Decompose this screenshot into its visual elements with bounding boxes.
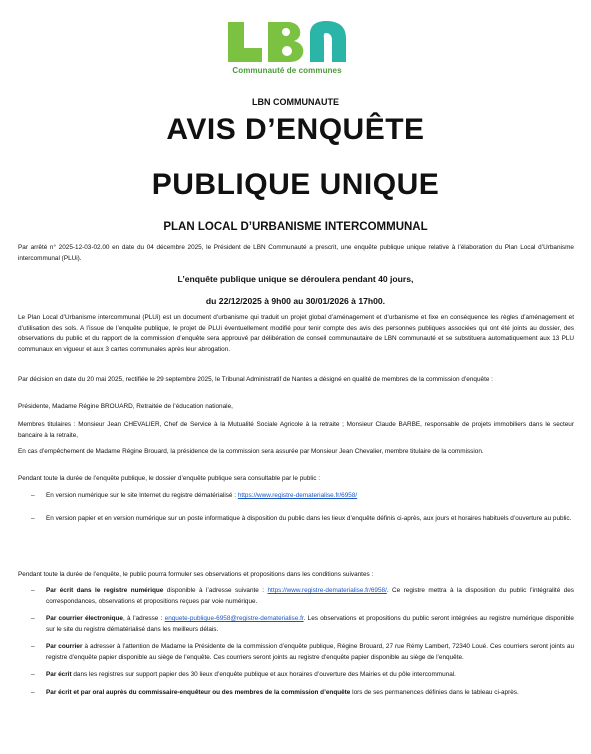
document-subtitle: PLAN LOCAL D’URBANISME INTERCOMMUNAL xyxy=(163,221,428,233)
page-title-line-2: PUBLIQUE UNIQUE xyxy=(151,168,440,201)
dash-bullet: – xyxy=(31,492,35,499)
paper-bold: Par écrit xyxy=(46,671,72,678)
lbn-logo-mark xyxy=(222,18,352,66)
register-bold: Par écrit dans le registre numérique xyxy=(46,587,164,594)
duration-line-2: du 22/12/2025 à 9h00 au 30/01/2026 à 17h00. xyxy=(205,296,386,306)
list-item xyxy=(18,688,574,699)
paper-text: dans les registres sur support papier des 30 lieux d’enquête publique et aux horaires d’ouverture des Mairies et du pôle intercommunal. xyxy=(71,671,456,678)
email-after: . Les observations et propositions du public seront intégrées au registre numérique disponible sur le site du registre dématérialisé dans les meilleurs délais. xyxy=(46,615,574,633)
registry-link[interactable]: https://www.registre-dematerialise.fr/6958/ xyxy=(237,492,358,499)
list-item xyxy=(18,642,574,663)
list-item xyxy=(18,670,574,681)
mail-text: à adresser à l’attention de Madame la Présidente de la commission d’enquête publique, Régine Brouard, 27 rue Rémy Lambert, 72340 Loué. Ces courriers seront joints au registre d’enquête papier disponible au siège de l’enquête. Ces courriers seront joints au registre d’enquête papier disponible au siège de l’enquête. xyxy=(46,643,574,661)
members-line: Membres titulaires : Monsieur Jean CHEVALIER, Chef de Service à la Mutualité Sociale Agricole à la retraite ; Monsieur Claude BARBE, responsable de projets immobiliers dans le secteur bancaire à la retraite, xyxy=(18,421,574,439)
email-link[interactable]: enquete-publique-6958@registre-dematerialise.fr xyxy=(164,615,304,622)
email-bold: Par courrier électronique xyxy=(46,615,123,622)
oral-bold: Par écrit et par oral auprès du commissaire-enquêteur ou des membres de la commission d’enquête xyxy=(46,688,351,696)
dossier-list xyxy=(18,491,574,524)
list-item xyxy=(18,586,574,607)
intro-paragraph: Par arrêté n° 2025-12-03-02.00 en date du 04 décembre 2025, le Président de LBN Communauté a prescrit, une enquête publique unique relative à l’élaboration du Plan Local d’Urbanisme intercommunal (PLUi). xyxy=(18,244,574,262)
tribunal-paragraph: Par décision en date du 20 mai 2025, rectifiée le 29 septembre 2025, le Tribunal Administratif de Nantes a désigné en qualité de membres de la commission d’enquête : xyxy=(18,376,493,383)
register-after: . Ce registre mettra à la disposition du public l’intégralité des correspondances, observations et propositions reçues par voie numérique. xyxy=(46,587,574,605)
dash-bullet: – xyxy=(31,688,35,696)
organization-name: LBN COMMUNAUTE xyxy=(252,97,339,107)
list-item xyxy=(18,614,574,635)
dossier-intro: Pendant toute la durée de l’enquête publique, le dossier d’enquête publique sera consultable par le public : xyxy=(18,475,320,482)
oral-text: lors de ses permanences définies dans le tableau ci-après. xyxy=(350,688,519,696)
observations-list xyxy=(18,586,574,698)
mail-bold: Par courrier xyxy=(46,643,83,650)
observations-intro: Pendant toute la durée de l’enquête, le public pourra formuler ses observations et propositions dans les conditions suivantes : xyxy=(18,571,374,578)
logo-tagline: Communauté de communes xyxy=(232,66,342,75)
dash-bullet: – xyxy=(31,671,35,678)
dash-bullet: – xyxy=(31,615,35,622)
email-text: , à l’adresse : xyxy=(122,615,165,622)
plui-paragraph: Le Plan Local d’Urbanisme intercommunal (PLUi) est un document d’urbanisme qui traduit un projet global d’aménagement et d’urbanisme et fixe en conséquence les règles d’aménagement et d’utilisation des sols. A l’issue de l’enquête publique, le projet de PLUi éventuellement modifié pour tenir compte des avis des personnes publiques associées qui ont été joints au dossier, des observations du public et du rapport de la commission d’enquête sera approuvé par délibération de conseil communautaire de LBN communauté et se substituera automatiquement aux 13 PLU communaux en vigueur et aux 3 cartes communales après leur abrogation. xyxy=(18,314,574,353)
dash-bullet: – xyxy=(31,514,35,522)
dossier-digital-text: En version numérique sur le site Internet du registre dématérialisé : xyxy=(46,492,238,499)
president-line: Présidente, Madame Régine BROUARD, Retraitée de l’éducation nationale, xyxy=(18,403,233,410)
registry-link[interactable]: https://www.registre-dematerialise.fr/6958/ xyxy=(267,587,387,594)
impediment-line: En cas d’empêchement de Madame Régine Brouard, la présidence de la commission sera assurée par Monsieur Jean Chevalier, membre titulaire de la commission. xyxy=(18,448,484,455)
page-title-line-1: AVIS D’ENQUÊTE xyxy=(166,113,425,146)
list-item xyxy=(18,514,574,525)
dossier-paper-text: En version papier et en version numérique sur un poste informatique à disposition du public dans les lieux d’enquête définis ci-après, aux jours et horaires habituels d’ouverture au public. xyxy=(46,514,572,522)
lbn-logo xyxy=(222,18,352,78)
register-text: disponible à l’adresse suivante : xyxy=(163,587,268,594)
dash-bullet: – xyxy=(31,643,35,650)
dash-bullet: – xyxy=(31,587,35,594)
duration-line-1: L’enquête publique unique se déroulera pendant 40 jours, xyxy=(177,274,414,284)
list-item xyxy=(18,491,574,502)
